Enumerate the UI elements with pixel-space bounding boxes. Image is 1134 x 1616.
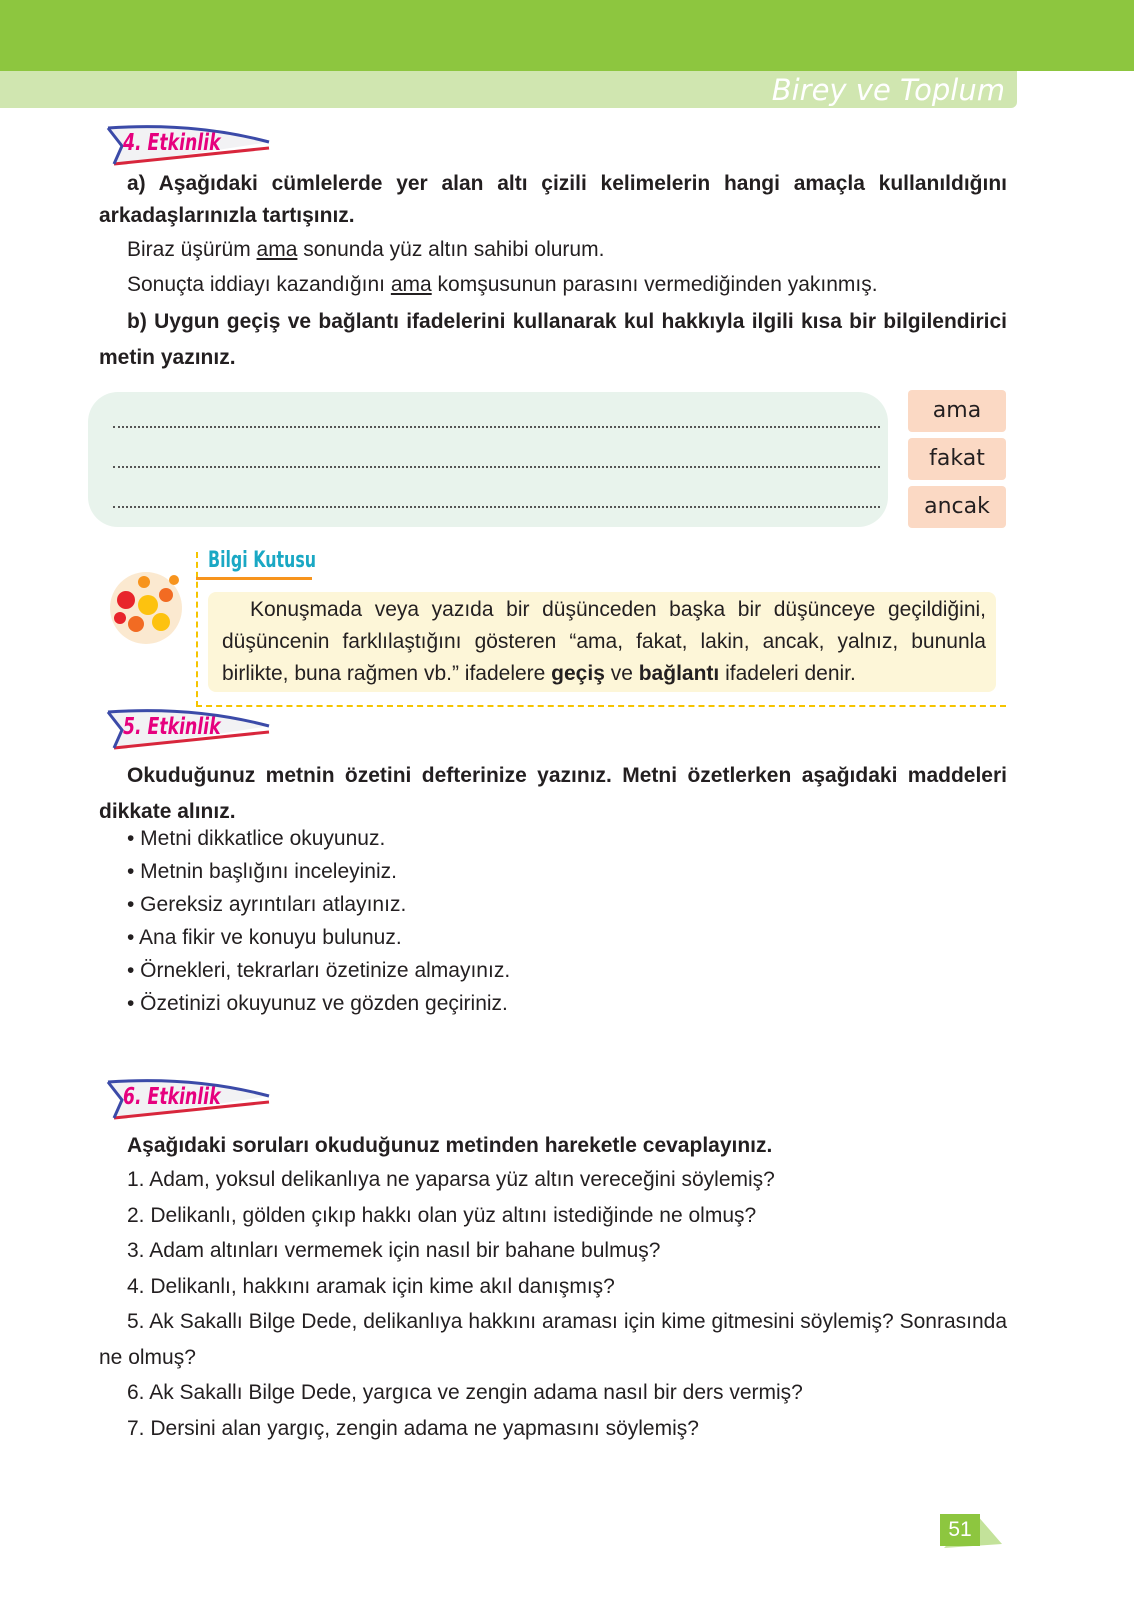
- answer-line[interactable]: [113, 466, 880, 468]
- question: 6. Ak Sakallı Bilge Dede, yargıca ve zengin adama nasıl bir ders vermiş?: [127, 1381, 803, 1404]
- page-number: 51: [940, 1514, 980, 1546]
- act6-questions: [99, 1162, 1007, 1446]
- act4-sentence-1: Biraz üşürüm ama sonunda yüz altın sahibi olurum.: [127, 238, 605, 261]
- question: 4. Delikanlı, hakkını aramak için kime akıl danışmış?: [127, 1274, 615, 1298]
- word-chip: ancak: [908, 486, 1006, 528]
- question: 2. Delikanlı, gölden çıkıp hakkı olan yüz altını istediğinde ne olmuş?: [127, 1203, 757, 1227]
- list-item: • Ana fikir ve konuyu bulunuz.: [127, 926, 402, 949]
- act6-instruction: Aşağıdaki soruları okuduğunuz metinden hareketle cevaplayınız.: [127, 1134, 773, 1157]
- act4-sentence-2: Sonuçta iddiayı kazandığını ama komşusunun parasını vermediğinden yakınmış.: [127, 273, 878, 296]
- answer-line[interactable]: [113, 506, 880, 508]
- word-chip: ama: [908, 390, 1006, 432]
- section-title: Birey ve Toplum: [771, 73, 1005, 107]
- info-title-underline: [196, 577, 312, 580]
- activity-4-tag: [104, 124, 274, 166]
- activity-6-tag: [104, 1078, 274, 1120]
- page-number-tab: [940, 1514, 1000, 1548]
- list-item: • Metni dikkatlice okuyunuz.: [127, 827, 386, 850]
- act5-instruction: Okuduğunuz metnin özetini defterinize yazınız. Metni özetlerken aşağıdaki maddeleri dikkate alınız.: [99, 764, 1007, 823]
- list-item: • Örnekleri, tekrarları özetinize almayınız.: [127, 959, 511, 982]
- activity-5-title: 5. Etkinlik: [123, 714, 221, 740]
- act5-list: [127, 822, 1035, 1020]
- info-box-title: Bilgi Kutusu: [208, 548, 317, 573]
- top-bar: [0, 0, 1134, 71]
- question: 3. Adam altınları vermemek için nasıl bir bahane bulmuş?: [127, 1239, 661, 1262]
- question: 1. Adam, yoksul delikanlıya ne yaparsa yüz altın vereceğini söylemiş?: [127, 1168, 775, 1191]
- activity-5-tag: [104, 708, 274, 750]
- question: 7. Dersini alan yargıç, zengin adama ne yapmasını söylemiş?: [127, 1416, 699, 1440]
- info-box-text: Konuşmada veya yazıda bir düşünceden başka bir düşünceye geçildiğini, düşüncenin farklılaştığını gösteren “ama, fakat, lakin, ancak, yalnız, bununla birlikte, buna rağmen vb.” ifadelere geçiş ve bağlantı ifadeleri denir.: [208, 592, 996, 692]
- answer-line[interactable]: [113, 426, 880, 428]
- activity-4-title: 4. Etkinlik: [123, 130, 221, 156]
- act4-a-instruction: a) Aşağıdaki cümlelerde yer alan altı çizili kelimelerin hangi amaçla kullanıldığını arkadaşlarınızla tartışınız.: [99, 172, 1007, 227]
- list-item: • Metnin başlığını inceleyiniz.: [127, 860, 397, 883]
- activity-6-title: 6. Etkinlik: [123, 1084, 221, 1110]
- list-item: • Gereksiz ayrıntıları atlayınız.: [127, 893, 407, 916]
- word-chip: fakat: [908, 438, 1006, 480]
- list-item: • Özetinizi okuyunuz ve gözden geçiriniz.: [127, 992, 508, 1015]
- act4-b-instruction: b) Uygun geçiş ve bağlantı ifadelerini kullanarak kul hakkıyla ilgili kısa bir bilgilendirici metin yazınız.: [99, 310, 1007, 369]
- globe-icon: [106, 560, 190, 650]
- question: 5. Ak Sakallı Bilge Dede, delikanlıya hakkını araması için kime gitmesini söylemiş? Sonrasında ne olmuş?: [99, 1310, 1007, 1369]
- section-band: [0, 71, 1017, 108]
